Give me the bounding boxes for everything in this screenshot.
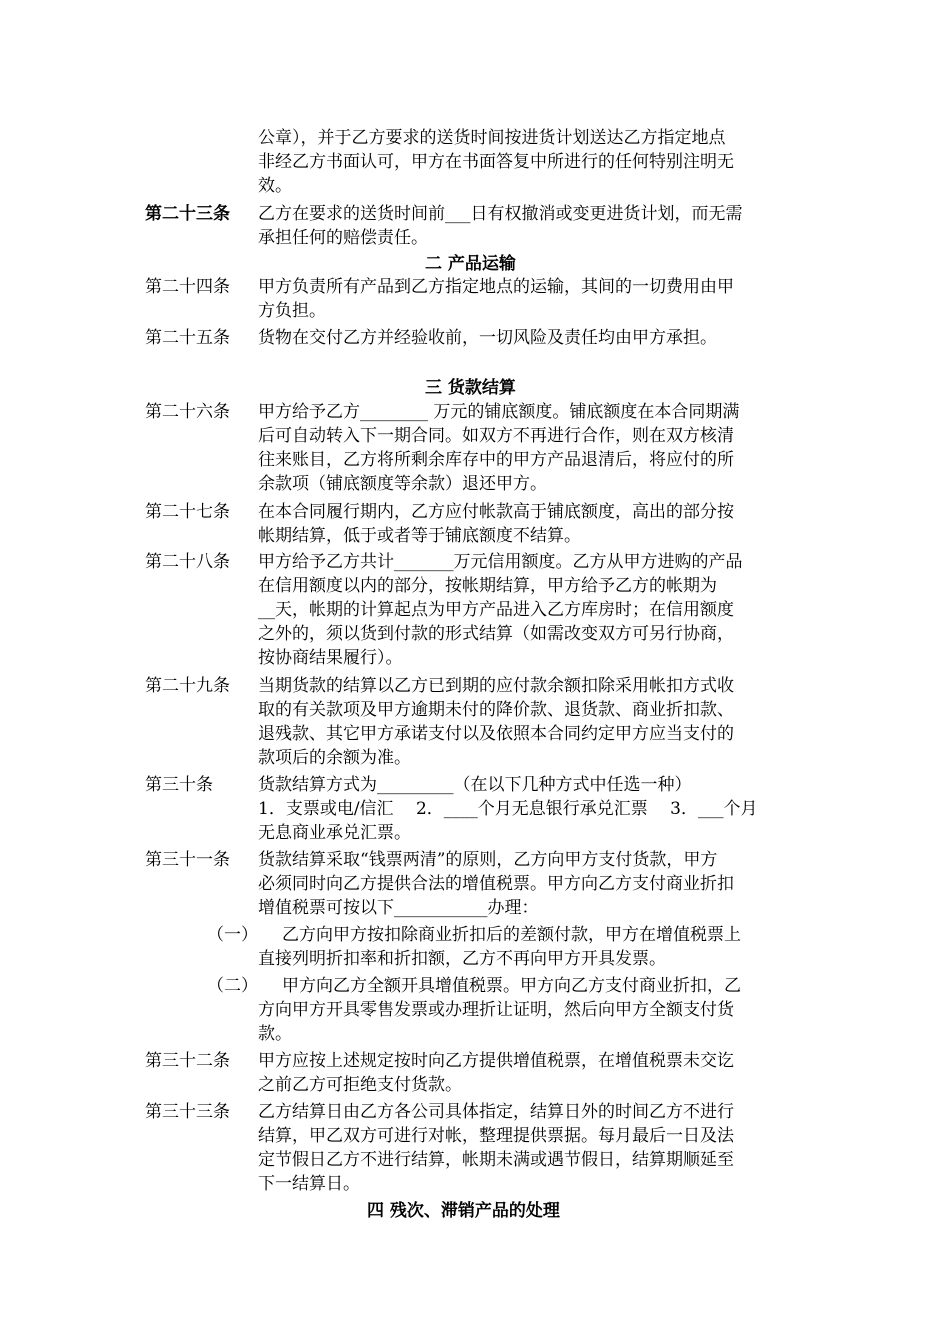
article-24-line-1: 甲方负责所有产品到乙方指定地点的运输，其间的一切费用由甲 [258, 277, 734, 297]
item-2-label: （二） [207, 976, 258, 996]
article-28-line-1: 甲方给予乙方共计_______万元信用额度。乙方从甲方进购的产品 [258, 552, 743, 572]
article-29-line-2: 取的有关款项及甲方逾期未付的降价款、退货款、商业折扣款、 [258, 700, 734, 720]
section-heading-4: 四 残次、滞销产品的处理 [367, 1201, 560, 1221]
item-2-line-1: 甲方向乙方全额开具增值税票。甲方向乙方支付商业折扣，乙 [282, 976, 741, 996]
intro-line-2: 非经乙方书面认可，甲方在书面答复中所进行的任何特别注明无 [258, 152, 734, 172]
article-32-label: 第三十二条 [145, 1051, 230, 1071]
article-31-line-3: 增值税票可按以下___________办理： [258, 898, 539, 918]
article-29-line-1: 当期货款的结算以乙方已到期的应付款余额扣除采用帐扣方式收 [258, 676, 734, 696]
article-33-line-2: 结算，甲乙双方可进行对帐，整理提供票据。每月最后一日及法 [258, 1126, 734, 1146]
article-28-line-4: 之外的，须以货到付款的形式结算（如需改变双方可另行协商， [258, 624, 734, 644]
article-29-line-4: 款项后的余额为准。 [258, 748, 411, 768]
article-27-line-2: 帐期结算，低于或者等于铺底额度不结算。 [258, 526, 581, 546]
article-28-label: 第二十八条 [145, 552, 230, 572]
article-25-label: 第二十五条 [145, 328, 230, 348]
article-25-line-1: 货物在交付乙方并经验收前，一切风险及责任均由甲方承担。 [258, 328, 717, 348]
article-27-line-1: 在本合同履行期内，乙方应付帐款高于铺底额度，高出的部分按 [258, 502, 734, 522]
article-31-line-2: 必须同时向乙方提供合法的增值税票。甲方向乙方支付商业折扣 [258, 874, 734, 894]
item-2-line-2: 方向甲方开具零售发票或办理折让证明，然后向甲方全额支付货 [258, 1000, 734, 1020]
article-33-line-4: 下一结算日。 [258, 1174, 360, 1194]
section-heading-3: 三 货款结算 [425, 378, 516, 398]
article-28-line-3: __天，帐期的计算起点为甲方产品进入乙方库房时；在信用额度 [258, 600, 734, 620]
article-26-line-2: 后可自动转入下一期合同。如双方不再进行合作，则在双方核清 [258, 426, 734, 446]
article-27-label: 第二十七条 [145, 502, 230, 522]
article-30-line-3: 无息商业承兑汇票。 [258, 823, 411, 843]
article-31-label: 第三十一条 [145, 850, 230, 870]
article-26-line-1: 甲方给予乙方________ 万元的铺底额度。铺底额度在本合同期满 [258, 402, 740, 422]
article-30-line-2: 1．支票或电/信汇 2．____个月无息银行承兑汇票 3．___个月 [258, 799, 758, 819]
article-24-line-2: 方负担。 [258, 301, 326, 321]
intro-line-1: 公章），并于乙方要求的送货时间按进货计划送达乙方指定地点 [258, 128, 726, 148]
article-23-line-1: 乙方在要求的送货时间前___日有权撤消或变更进货计划，而无需 [258, 204, 743, 224]
article-33-label: 第三十三条 [145, 1102, 230, 1122]
intro-line-3: 效。 [258, 176, 292, 196]
item-1-line-1: 乙方向甲方按扣除商业折扣后的差额付款，甲方在增值税票上 [282, 925, 741, 945]
article-32-line-1: 甲方应按上述规定按时向乙方提供增值税票，在增值税票未交讫 [258, 1051, 734, 1071]
item-2-line-3: 款。 [258, 1024, 292, 1044]
article-32-line-2: 之前乙方可拒绝支付货款。 [258, 1075, 462, 1095]
article-23-label: 第二十三条 [145, 204, 230, 224]
section-heading-2: 二 产品运输 [425, 254, 516, 274]
article-33-line-3: 定节假日乙方不进行结算，帐期未满或遇节假日，结算期顺延至 [258, 1150, 734, 1170]
item-1-line-2: 直接列明折扣率和折扣额，乙方不再向甲方开具发票。 [258, 949, 666, 969]
article-30-line-1: 货款结算方式为_________（在以下几种方式中任选一种） [258, 775, 692, 795]
article-28-line-5: 按协商结果履行）。 [258, 648, 403, 668]
article-30-label: 第三十条 [145, 775, 213, 795]
article-26-line-3: 往来账目，乙方将所剩余库存中的甲方产品退清后，将应付的所 [258, 450, 734, 470]
item-1-label: （一） [207, 925, 258, 945]
article-29-line-3: 退残款、其它甲方承诺支付以及依照本合同约定甲方应当支付的 [258, 724, 734, 744]
article-33-line-1: 乙方结算日由乙方各公司具体指定，结算日外的时间乙方不进行 [258, 1102, 734, 1122]
article-23-line-2: 承担任何的赔偿责任。 [258, 228, 428, 248]
article-24-label: 第二十四条 [145, 277, 230, 297]
article-26-line-4: 余款项（铺底额度等余款）退还甲方。 [258, 474, 547, 494]
article-26-label: 第二十六条 [145, 402, 230, 422]
article-28-line-2: 在信用额度以内的部分，按帐期结算，甲方给予乙方的帐期为 [258, 576, 717, 596]
article-29-label: 第二十九条 [145, 676, 230, 696]
article-31-line-1: 货款结算采取“钱票两清”的原则，乙方向甲方支付货款，甲方 [258, 850, 718, 870]
